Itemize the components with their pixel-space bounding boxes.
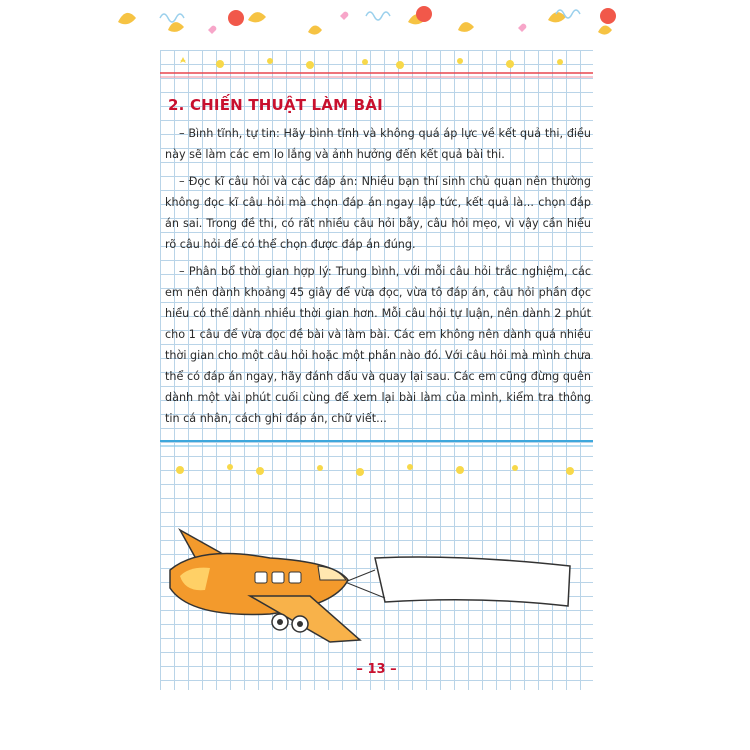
page-number: – 13 – [356, 662, 397, 677]
banner [375, 557, 570, 606]
blue-divider-lines [160, 438, 593, 450]
section-heading: 2. CHIẾN THUẬT LÀM BÀI [168, 96, 383, 114]
paragraph-1: – Bình tĩnh, tự tin: Hãy bình tĩnh và không quá áp lực về kết quả thi, điều này sẽ làm các em lo lắng và ảnh hưởng đến kết quả bài thi. [165, 127, 591, 161]
red-divider-lines [160, 70, 593, 80]
paragraph-2: – Đọc kĩ câu hỏi và các đáp án: Nhiều bạn thí sinh chủ quan nên thường không đọc kĩ câu hỏi mà chọn đáp án ngay lập tức, kết quả là... chọn đáp án sai. Trong đề thi, có rất nhiều câu hỏi bẫy, câu hỏi mẹo, vì vậy cần hiểu rõ câu hỏi để có thể chọn được đáp án đúng. [165, 175, 591, 251]
top-decoration-border [108, 0, 628, 48]
paragraph-3: – Phân bổ thời gian hợp lý: Trung bình, với mỗi câu hỏi trắc nghiệm, các em nên dành khoảng 45 giây để vừa đọc, vừa tô đáp án, câu hỏi phần đọc hiểu có thể dành nhiều thời gian hơn. Mỗi câu hỏi tự luận, nên dành 2 phút cho 1 câu để vừa đọc đề bài và làm bài. Các em không nên dành quá nhiều thời gian cho một câu hỏi hoặc một phần nào đó. Với câu hỏi mà mình chưa thể có đáp án ngay, hãy đánh dấu và quay lại sau. Các em cũng đừng quên dành một vài phút cuối cùng để xem lại bài làm của mình, kiểm tra thông tin cá nhân, cách ghi đáp án, chữ viết... [165, 265, 591, 425]
star-row-bottom [160, 458, 593, 480]
airplane-banner-illustration [160, 510, 593, 650]
notebook-page [160, 50, 593, 690]
body-text [165, 123, 591, 435]
